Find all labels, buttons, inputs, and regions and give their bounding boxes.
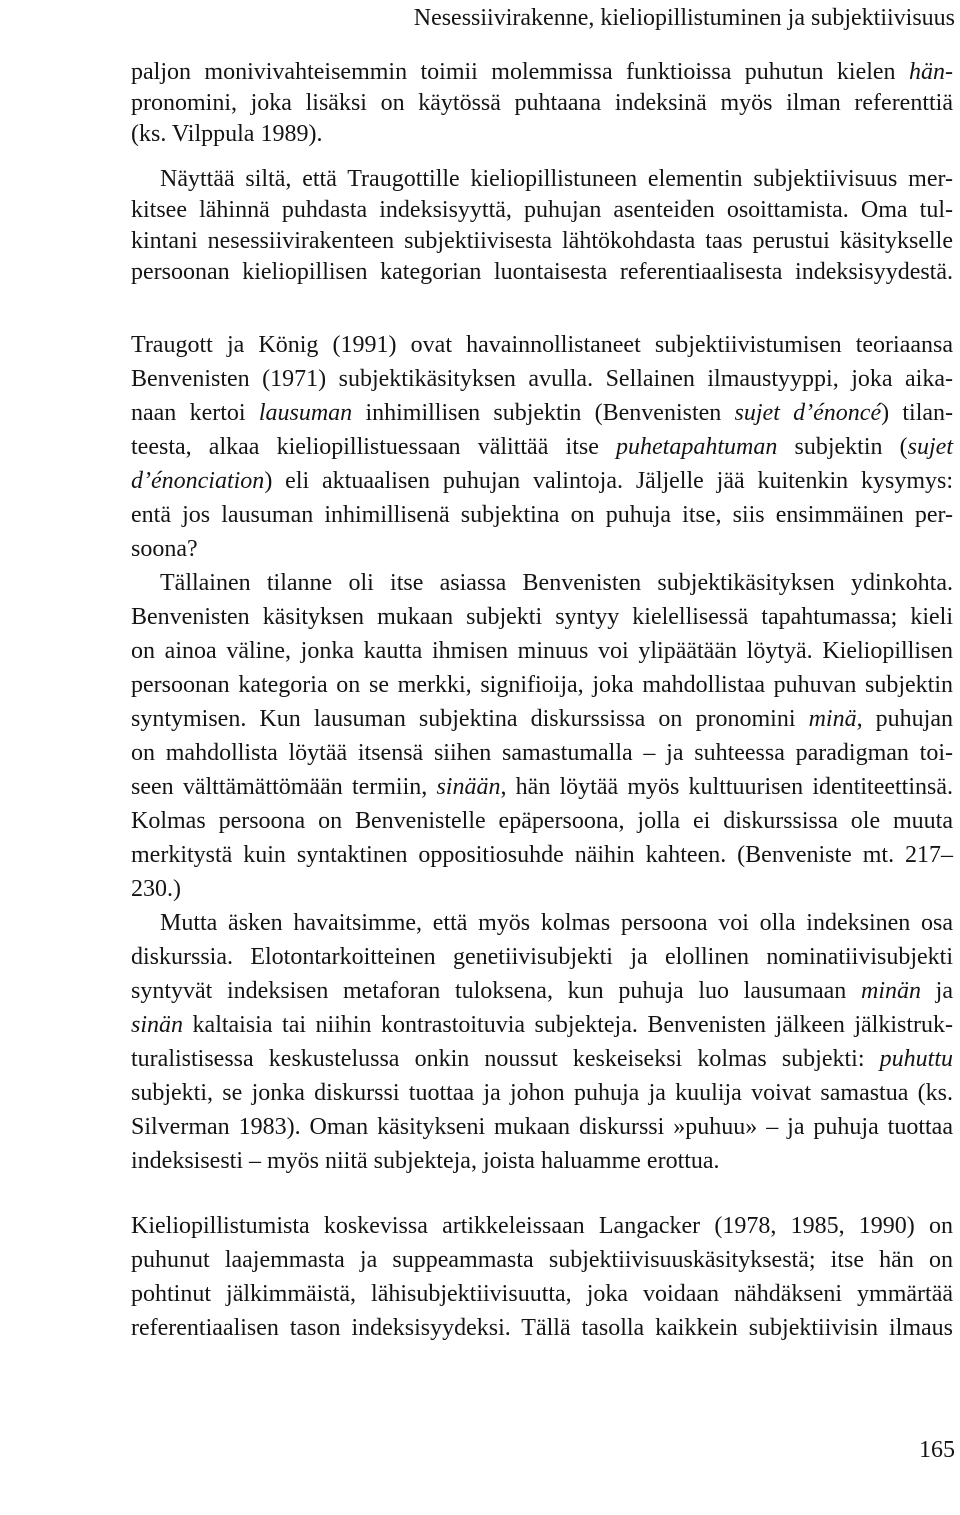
text-line: persoonan kieliopillisen kategorian luontaisesta referentiaalisesta indeksisyydestä. <box>131 259 953 285</box>
text-line: on ainoa väline, jonka kautta ihmisen minuus voi ylipäätään löytyä. Kieliopillisen <box>131 638 953 664</box>
text-line: pronomini, joka lisäksi on käytössä puhtaana indeksinä myös ilman referenttiä <box>131 90 953 116</box>
text-segment: syntyvät indeksisen metaforan tuloksena, kun puhuja luo lausumaan <box>131 978 861 1004</box>
emphasized-term: d’énonciation <box>131 468 265 494</box>
text-line: persoonan kategoria on se merkki, signifioija, joka mahdollistaa puhuvan subjektin <box>131 672 953 698</box>
text-segment: inhimillisen subjektin (Benvenisten <box>352 400 735 426</box>
page-number: 165 <box>919 1437 955 1463</box>
emphasized-term: puhetapahtuman <box>616 434 778 460</box>
text-line: Näyttää siltä, että Traugottille kieliopillistuneen elementin subjektiivisuus mer- <box>160 166 953 192</box>
text-line <box>131 430 953 464</box>
text-line <box>131 396 953 430</box>
text-segment: ) eli aktuaalisen puhujan valintoja. Jäljelle jää kuitenkin kysymys: <box>264 468 953 494</box>
text-segment: kaltaisia tai niihin kontrastoituvia subjekteja. Benvenisten jälkeen jälkistruk- <box>183 1012 953 1038</box>
text-line <box>131 974 953 1008</box>
paragraph <box>131 906 953 1178</box>
emphasized-term: hän- <box>909 59 953 85</box>
text-line: on mahdollista löytää itsensä siihen samastumalla – ja suhteessa paradigman toi- <box>131 740 953 766</box>
text-line: Benvenisten käsityksen mukaan subjekti syntyy kielellisessä tapahtumassa; kieli <box>131 604 953 630</box>
text-segment: , hän löytää myös kulttuurisen identiteettinsä. <box>500 774 953 800</box>
body-text <box>131 57 953 1345</box>
text-line <box>131 1008 953 1042</box>
text-line: subjekti, se jonka diskurssi tuottaa ja johon puhuja ja kuulija voivat samastua (ks. <box>131 1080 953 1106</box>
text-line: puhunut laajemmasta ja suppeammasta subjektiivisuuskäsityksestä; itse hän on <box>131 1247 953 1273</box>
text-line: pohtinut jälkimmäistä, lähisubjektiivisuutta, joka voidaan nähdäkseni ymmärtää <box>131 1281 953 1307</box>
text-line: Traugott ja König (1991) ovat havainnollistaneet subjektiivistumisen teoriaansa <box>131 332 953 358</box>
paragraph <box>131 164 953 288</box>
text-line: Kieliopillistumista koskevissa artikkeleissaan Langacker (1978, 1985, 1990) on <box>131 1213 953 1239</box>
text-segment: paljon monivivahteisemmin toimii molemmissa funktioissa puhutun kielen <box>131 59 909 85</box>
emphasized-term: minä <box>808 706 857 732</box>
emphasized-term: minän <box>861 978 921 1004</box>
text-line: Tällainen tilanne oli itse asiassa Benvenisten subjektikäsityksen ydinkohta. <box>160 570 953 596</box>
paragraph <box>131 328 953 566</box>
text-line: referentiaalisen tason indeksisyydeksi. Tällä tasolla kaikkein subjektiivisin ilmaus <box>131 1315 953 1341</box>
text-segment: subjektin ( <box>777 434 908 460</box>
text-segment: turalistisessa keskustelussa onkin noussut keskeiseksi kolmas subjekti: <box>131 1046 880 1072</box>
emphasized-term: puhuttu <box>879 1046 953 1072</box>
text-segment: naan kertoi <box>131 400 259 426</box>
text-line <box>131 770 953 804</box>
text-segment: , puhujan <box>856 706 953 732</box>
text-line: (ks. Vilppula 1989). <box>131 121 323 147</box>
text-line: Kolmas persoona on Benvenistelle epäpersoona, jolla ei diskurssissa ole muuta <box>131 808 953 834</box>
text-line <box>131 702 953 736</box>
text-segment: teesta, alkaa kieliopillistuessaan välittää itse <box>131 434 617 460</box>
emphasized-term: sujet d’énoncé <box>734 400 882 426</box>
text-line: soona? <box>131 536 198 562</box>
paragraph <box>131 566 953 906</box>
text-line: kitsee lähinnä puhdasta indeksisyyttä, puhujan asenteiden osoittamista. Oma tul- <box>131 197 953 223</box>
emphasized-term: sinään <box>436 774 501 800</box>
paragraph <box>131 1209 953 1345</box>
emphasized-term: sinän <box>131 1012 184 1038</box>
text-segment: ja <box>921 978 954 1004</box>
text-segment: syntymisen. Kun lausuman subjektina diskurssissa on pronomini <box>131 706 809 732</box>
text-line: Benvenisten (1971) subjektikäsityksen avulla. Sellainen ilmaustyyppi, joka aika- <box>131 366 953 392</box>
text-segment: ) tilan- <box>881 400 954 426</box>
text-line <box>131 1042 953 1076</box>
emphasized-term: lausuman <box>258 400 353 426</box>
emphasized-term: sujet <box>907 434 953 460</box>
text-line <box>131 57 953 88</box>
text-line <box>131 464 953 498</box>
text-line: diskurssia. Elotontarkoitteinen genetiivisubjekti ja elollinen nominatiivisubjekti <box>131 944 953 970</box>
running-head: Nesessiivirakenne, kieliopillistuminen ja subjektiivisuus <box>413 5 955 31</box>
text-line: merkitystä kuin syntaktinen oppositiosuhde näihin kahteen. (Benveniste mt. 217– <box>131 842 953 868</box>
paragraph <box>131 57 953 150</box>
text-line: indeksisesti – myös niitä subjekteja, joista haluamme erottua. <box>131 1148 720 1174</box>
text-line: kintani nesessiivirakenteen subjektiivisesta lähtökohdasta taas perustui käsitykselle <box>131 228 953 254</box>
text-line: Mutta äsken havaitsimme, että myös kolmas persoona voi olla indeksinen osa <box>160 910 953 936</box>
text-line: entä jos lausuman inhimillisenä subjektina on puhuja itse, siis ensimmäinen per- <box>131 502 953 528</box>
text-segment: seen välttämättömään termiin, <box>131 774 437 800</box>
text-line: Silverman 1983). Oman käsitykseni mukaan diskurssi »puhuu» – ja puhuja tuottaa <box>131 1114 953 1140</box>
text-line: 230.) <box>131 876 181 902</box>
